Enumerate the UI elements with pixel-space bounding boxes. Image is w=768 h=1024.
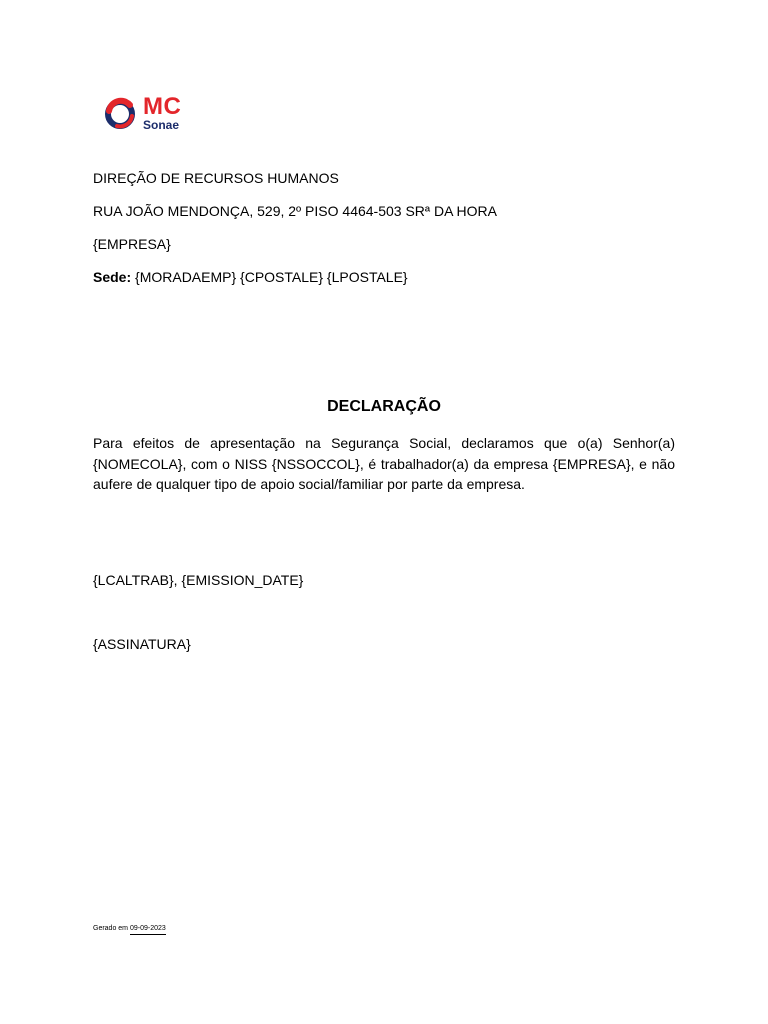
logo-sonae-text: Sonae <box>143 118 180 132</box>
department-line: DIREÇÃO DE RECURSOS HUMANOS <box>93 170 339 186</box>
logo-ring-icon <box>103 95 139 131</box>
signature-line: {ASSINATURA} <box>93 636 191 652</box>
seat-line <box>93 269 408 285</box>
generated-label: Gerado em <box>93 925 130 932</box>
seat-label: Sede: <box>93 269 132 285</box>
company-line: {EMPRESA} <box>93 236 171 252</box>
mc-sonae-logo <box>103 95 193 135</box>
address-line: RUA JOÃO MENDONÇA, 529, 2º PISO 4464-503 SRª DA HORA <box>93 203 497 219</box>
document-title: DECLARAÇÃO <box>327 398 441 415</box>
generated-footer <box>93 924 166 935</box>
logo-mc-text: MC <box>143 93 182 120</box>
seat-value: {MORADAEMP} {CPOSTALE} {LPOSTALE} <box>131 269 408 285</box>
place-date-line: {LCALTRAB}, {EMISSION_DATE} <box>93 572 304 588</box>
generated-date: 09-09-2023 <box>130 924 166 935</box>
declaration-body: Para efeitos de apresentação na Segurança Social, declaramos que o(a) Senhor(a) {NOMECOLA}, com o NISS {NSSOCCOL}, é trabalhador(a) da empresa {EMPRESA}, e não aufere de qualquer tipo de apoio social/familiar por parte da empresa. <box>93 435 675 492</box>
